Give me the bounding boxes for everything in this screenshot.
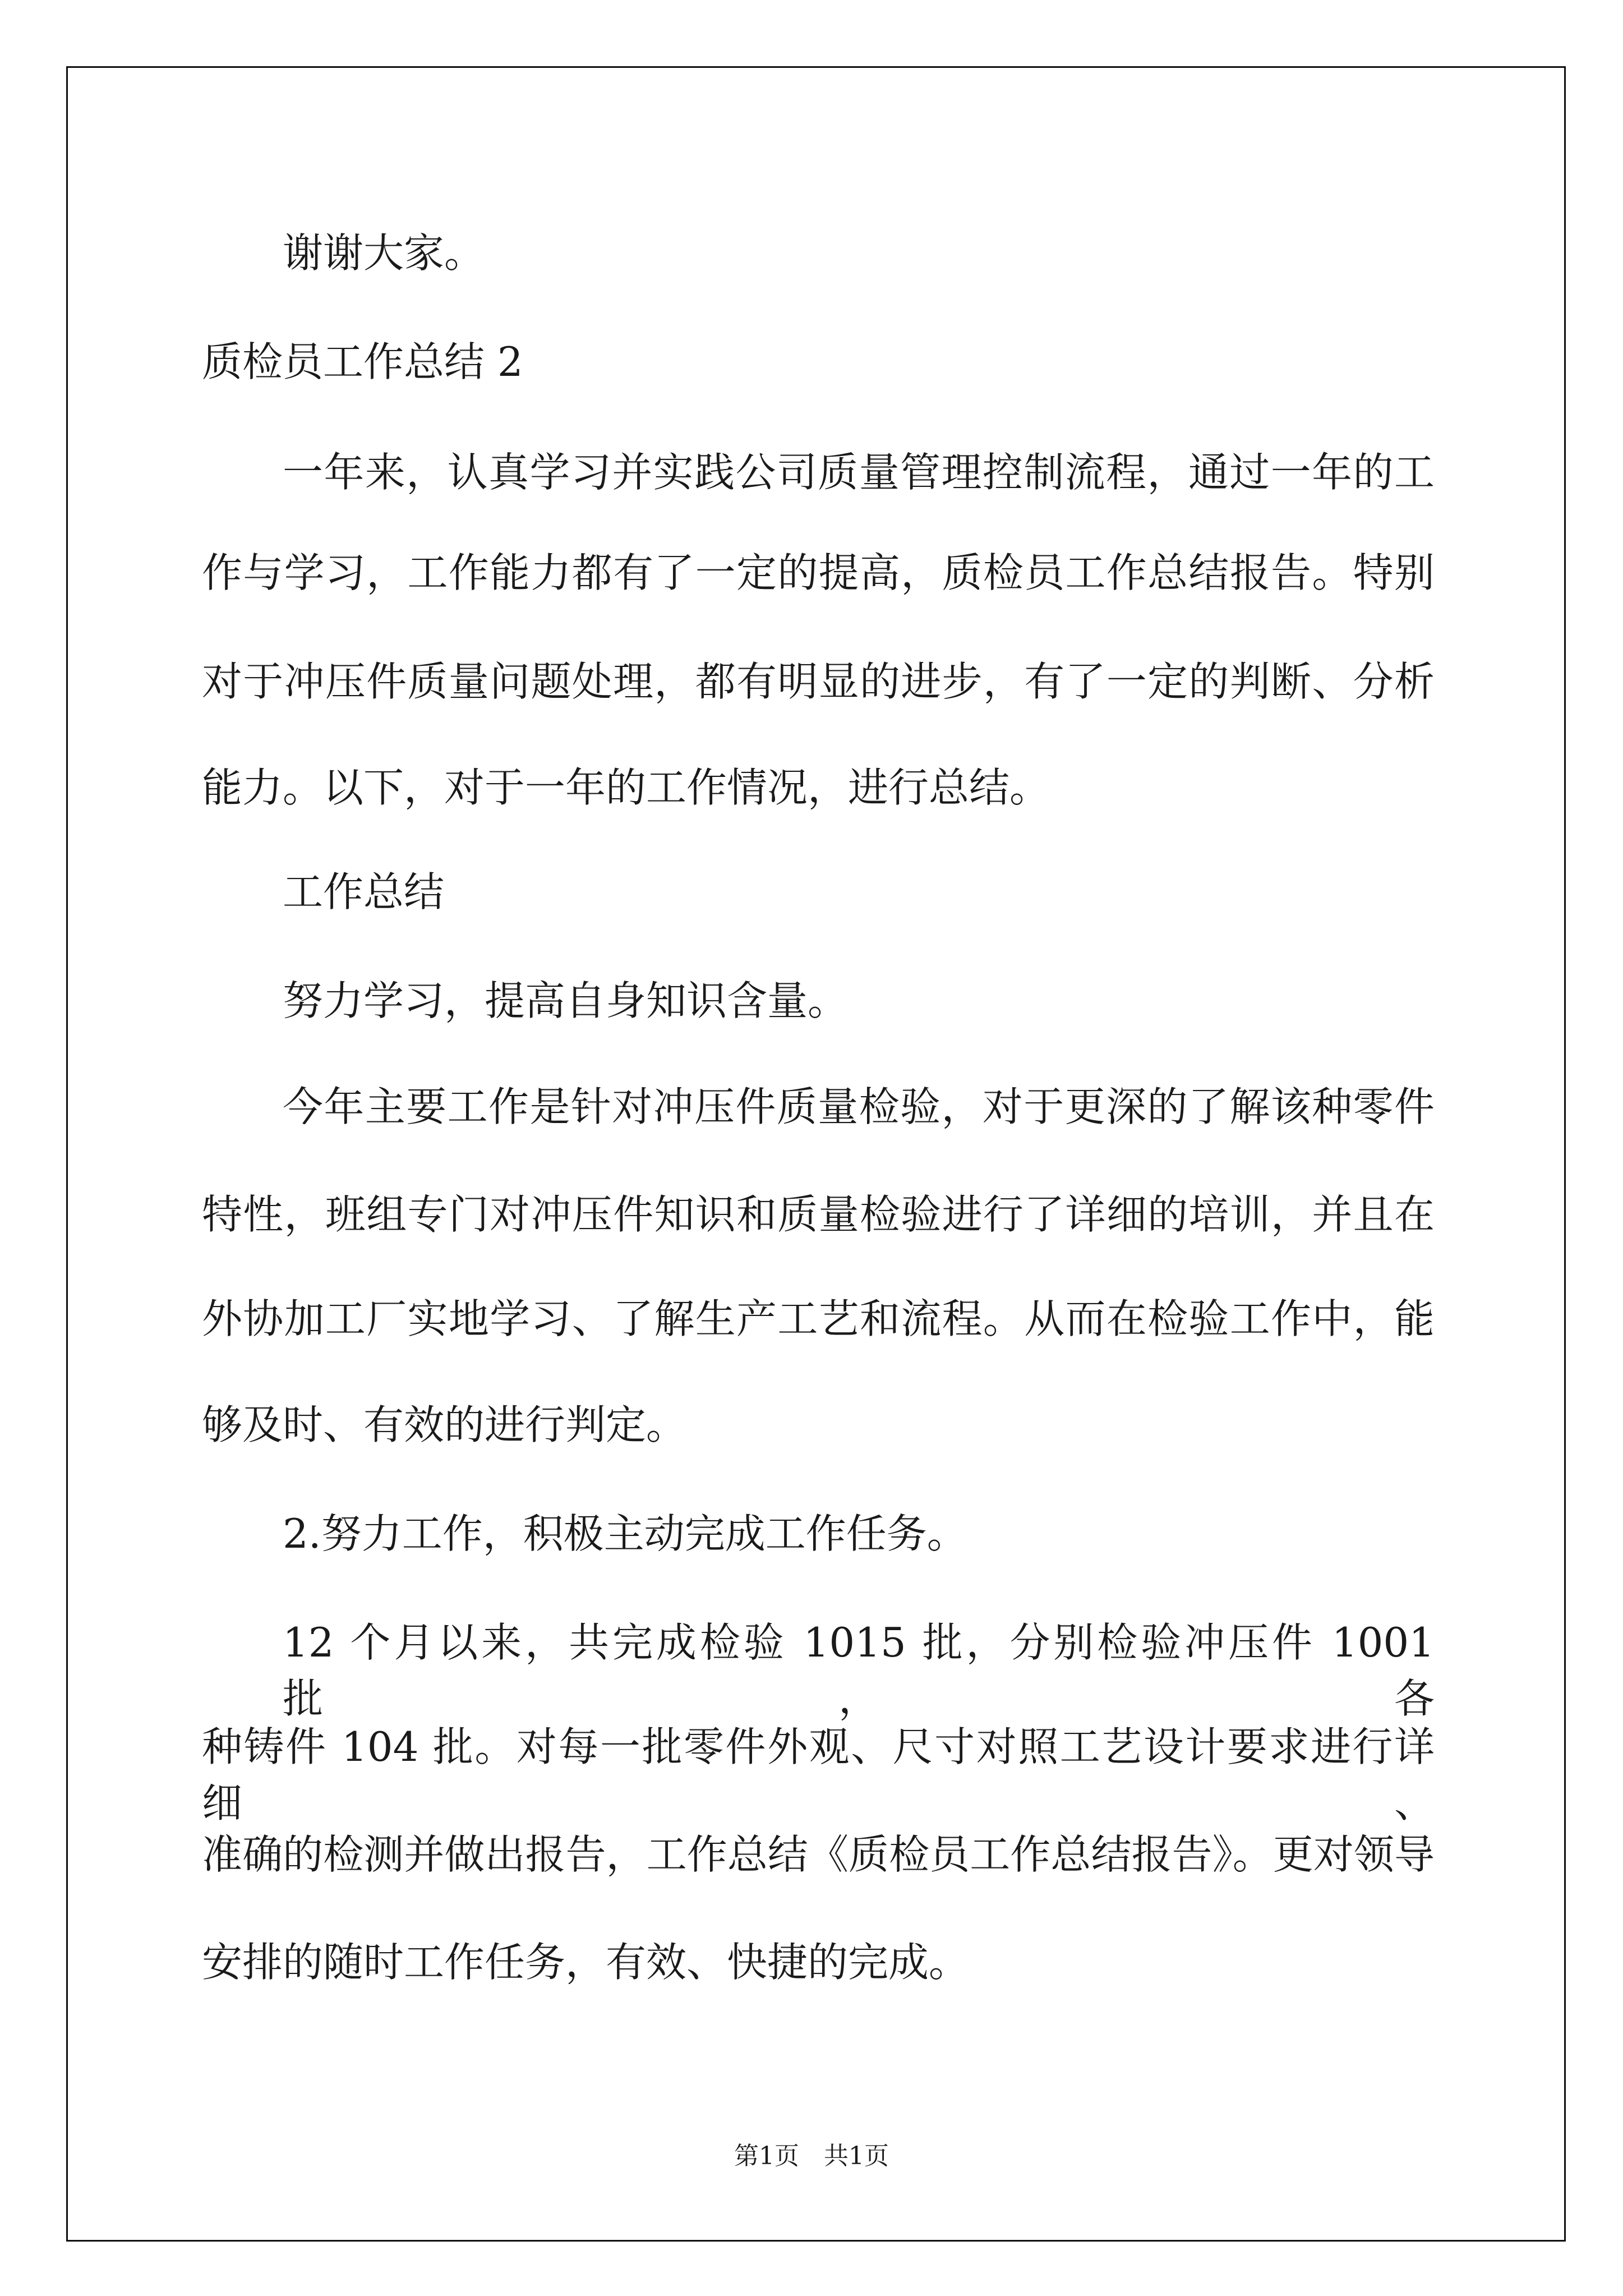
paragraph-line: 外协加工厂实地学习、了解生产工艺和流程。从而在检验工作中，能	[202, 1295, 1435, 1342]
paragraph-line: 安排的随时工作任务，有效、快捷的完成。	[202, 1939, 970, 1986]
paragraph-line: 努力学习，提高自身知识含量。	[283, 977, 849, 1024]
paragraph-line: 准确的检测并做出报告，工作总结《质检员工作总结报告》。更对领导	[202, 1831, 1435, 1878]
section-heading-text: 质检员工作总结 2	[202, 338, 523, 385]
paragraph-line: 对于冲压件质量问题处理，都有明显的进步，有了一定的判断、分析	[202, 658, 1435, 705]
paragraph-line: 2.努力工作，积极主动完成工作任务。	[283, 1510, 967, 1557]
paragraph-line: 够及时、有效的进行判定。	[202, 1401, 687, 1448]
subheading-text: 工作总结	[283, 868, 445, 915]
paragraph-line: 作与学习，工作能力都有了一定的提高，质检员工作总结报告。特别	[202, 549, 1435, 596]
paragraph-line: 种铸件 104 批。对每一批零件外观、尺寸对照工艺设计要求进行详细、	[202, 1723, 1435, 1826]
paragraph-line: 12 个月以来，共完成检验 1015 批，分别检验冲压件 1001 批，各	[283, 1619, 1435, 1722]
paragraph-line: 特性，班组专门对冲压件知识和质量检验进行了详细的培训，并且在	[202, 1191, 1435, 1238]
paragraph-line: 今年主要工作是针对冲压件质量检验，对于更深的了解该种零件	[283, 1083, 1435, 1130]
paragraph-line: 一年来，认真学习并实践公司质量管理控制流程，通过一年的工	[283, 449, 1435, 496]
page-footer: 第1页 共1页	[734, 2142, 889, 2170]
paragraph-line: 能力。以下，对于一年的工作情况，进行总结。	[202, 764, 1050, 811]
page-border	[66, 66, 1566, 2242]
paragraph-line: 谢谢大家。	[283, 229, 485, 277]
